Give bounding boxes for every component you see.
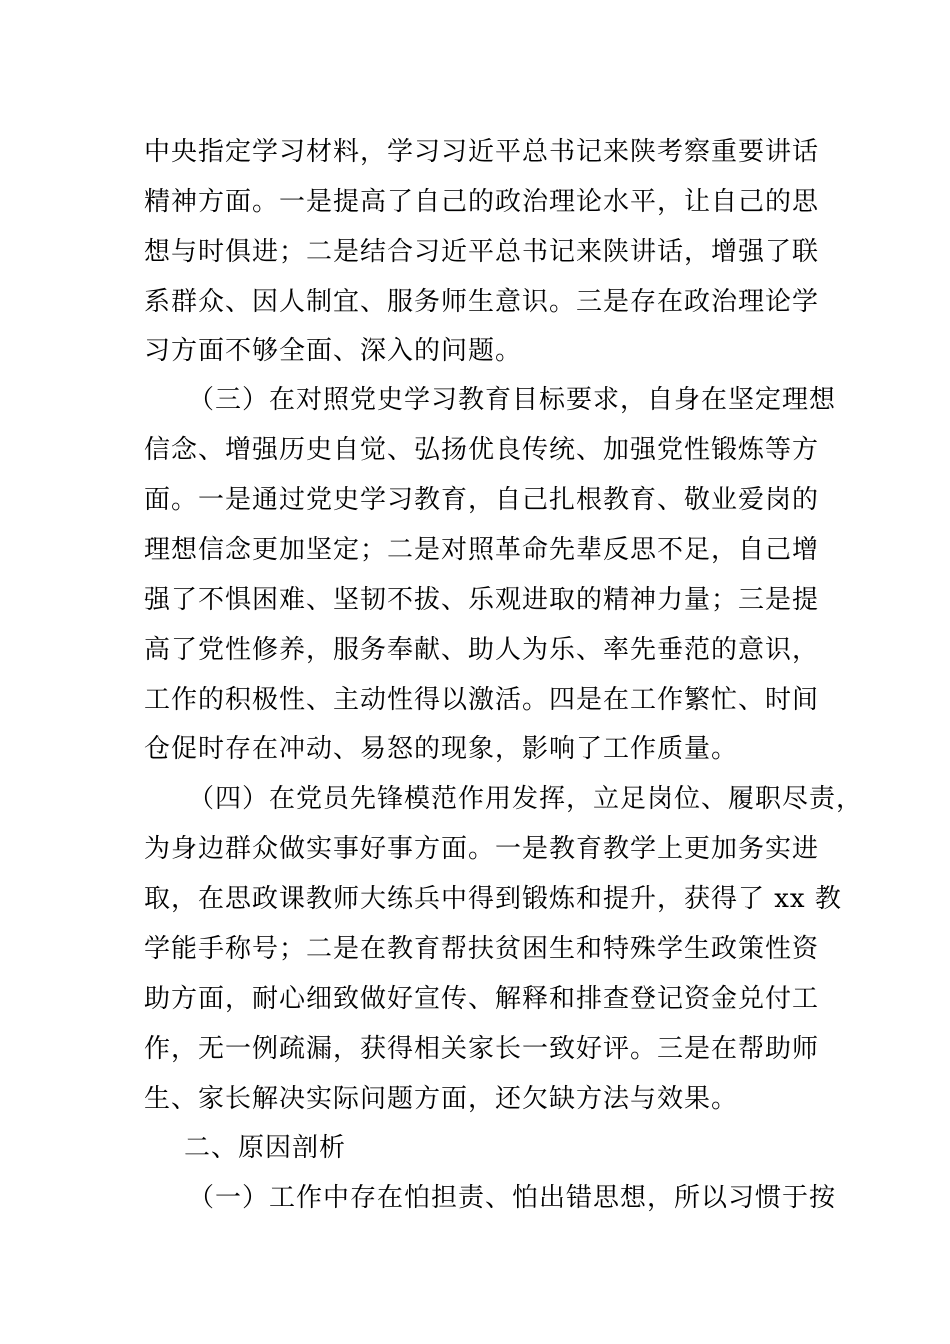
text-line: 系群众、因人制宜、服务师生意识。三是存在政治理论学	[144, 287, 820, 317]
text-line: 作，无一例疏漏，获得相关家长一致好评。三是在帮助师	[144, 1034, 820, 1064]
text-line: 信念、增强历史自觉、弘扬优良传统、加强党性锻炼等方	[144, 435, 820, 465]
text-line: 取，在思政课教师大练兵中得到锻炼和提升，获得了 xx 教	[144, 884, 842, 914]
text-line: 助方面，耐心细致做好宣传、解释和排查登记资金兑付工	[144, 984, 820, 1014]
paragraph-four-first-line: （四）在党员先锋模范作用发挥，立足岗位、履职尽责，	[188, 784, 864, 814]
text-line: 强了不惧困难、坚韧不拔、乐观进取的精神力量；三是提	[144, 585, 820, 615]
text-line: 高了党性修养，服务奉献、助人为乐、率先垂范的意识，	[144, 635, 820, 665]
text-line: 习方面不够全面、深入的问题。	[144, 336, 523, 366]
text-line: 面。一是通过党史学习教育，自己扎根教育、敬业爱岗的	[144, 485, 820, 515]
text-line: 理想信念更加坚定；二是对照革命先辈反思不足，自己增	[144, 535, 820, 565]
text-line: 工作的积极性、主动性得以激活。四是在工作繁忙、时间	[144, 685, 820, 715]
text-line: 想与时俱进；二是结合习近平总书记来陕讲话，增强了联	[144, 237, 820, 267]
text-line: 仓促时存在冲动、易怒的现象，影响了工作质量。	[144, 734, 739, 764]
text-line: 中央指定学习材料，学习习近平总书记来陕考察重要讲话	[144, 137, 820, 167]
text-line: 为身边群众做实事好事方面。一是教育教学上更加务实进	[144, 834, 820, 864]
text-line: 学能手称号；二是在教育帮扶贫困生和特殊学生政策性资	[144, 934, 820, 964]
paragraph-one-first-line: （一）工作中存在怕担责、怕出错思想，所以习惯于按	[188, 1183, 837, 1213]
paragraph-three-first-line: （三）在对照党史学习教育目标要求，自身在坚定理想	[188, 385, 837, 415]
text-line: 生、家长解决实际问题方面，还欠缺方法与效果。	[144, 1084, 739, 1114]
text-line: 精神方面。一是提高了自己的政治理论水平，让自己的思	[144, 187, 820, 217]
section-heading: 二、原因剖析	[184, 1133, 347, 1163]
